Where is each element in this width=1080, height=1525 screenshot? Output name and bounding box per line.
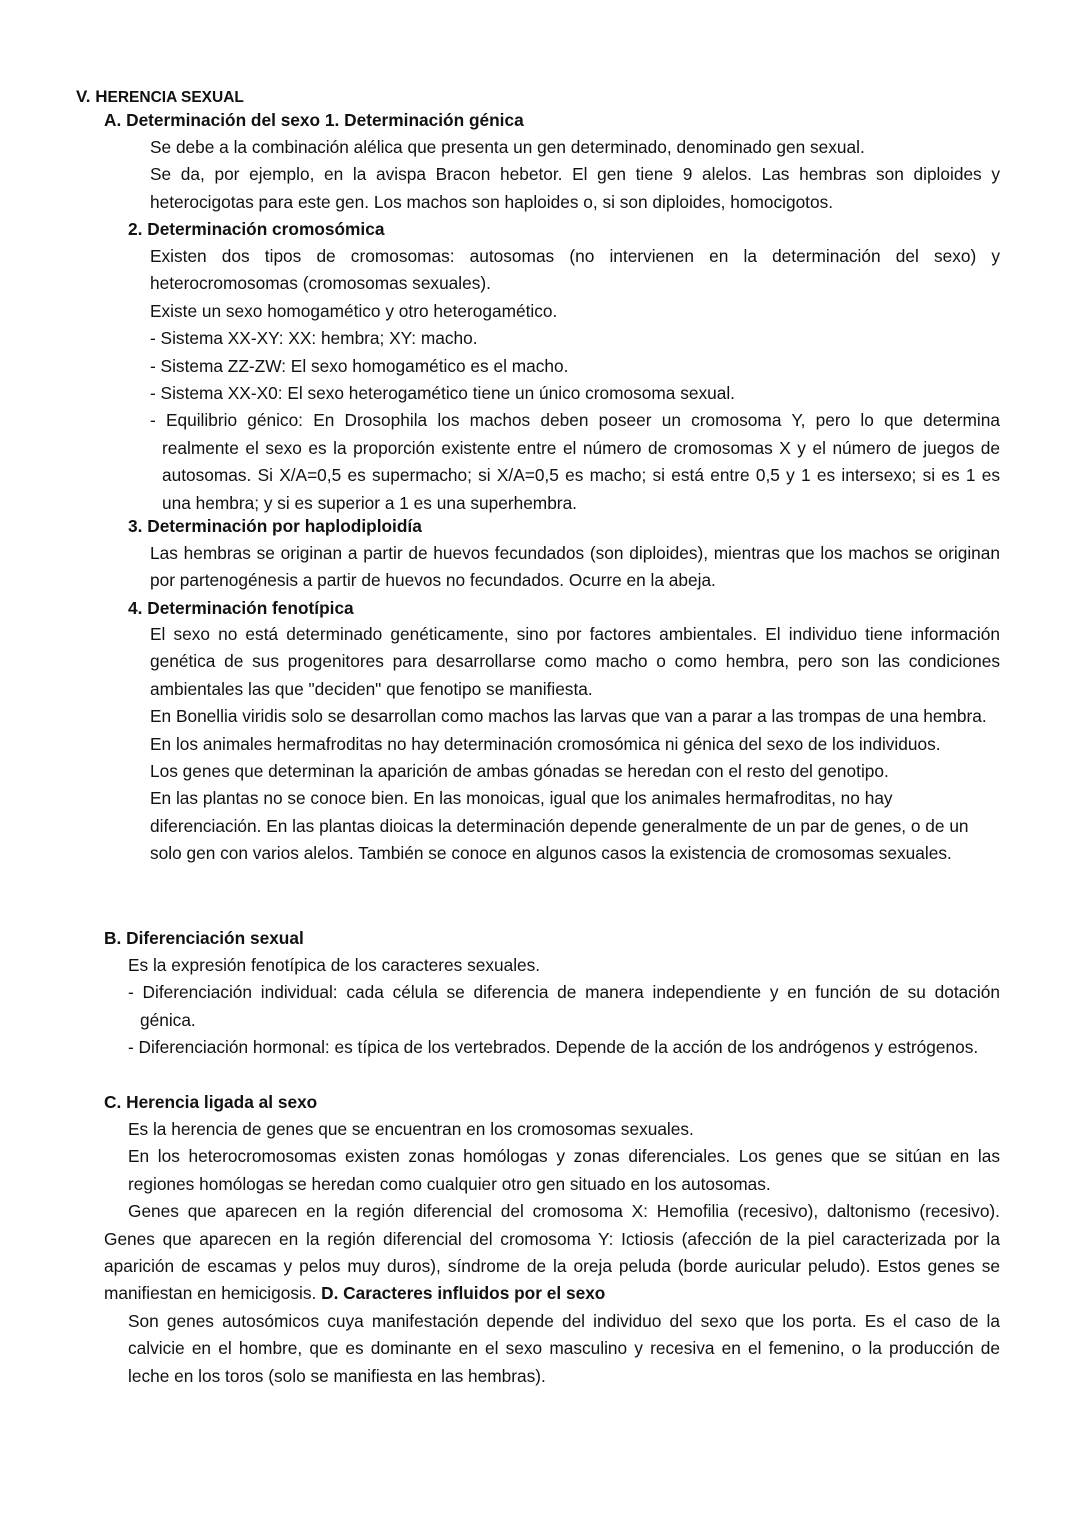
section-c-body (104, 1116, 1000, 1390)
paragraph: Las hembras se originan a partir de huevos fecundados (son diploides), mientras que los machos se originan por partenogénesis a partir de huevos no fecundados. Ocurre en la abeja. (150, 543, 1000, 591)
list-item: - Equilibrio génico: En Drosophila los machos deben poseer un cromosoma Y, pero lo que determina realmente el sexo es la proporción existente entre el número de cromosomas X y el número de juegos de autosomas. Si X/A=0,5 es supermacho; si X/A=0,5 es macho; si está entre 0,5 y 1 es intersexo; si es 1 es una hembra; y si es superior a 1 es una superhembra. (150, 410, 1000, 513)
paragraph: En los heterocromosomas existen zonas homólogas y zonas diferenciales. Los genes que se sitúan en las regiones homólogas se heredan como cualquier otro gen situado en los autosomas. (128, 1146, 1000, 1194)
heading-a4: 4. Determinación fenotípica (128, 598, 354, 618)
list-item: - Diferenciación individual: cada célula se diferencia de manera independiente y en función de su dotación génica. (128, 982, 1000, 1030)
list-item: - Sistema XX-XY: XX: hembra; XY: macho. (150, 328, 478, 349)
paragraph (104, 1198, 1000, 1308)
list-item: - Sistema ZZ-ZW: El sexo homogamético es el macho. (150, 355, 569, 376)
section-a3-body (150, 540, 1000, 595)
heading-a2: 2. Determinación cromosómica (128, 219, 385, 239)
paragraph: Existen dos tipos de cromosomas: autosomas (no intervienen en la determinación del sexo) y heterocromosomas (cromosomas sexuales). (150, 246, 1000, 294)
paragraph: Los genes que determinan la aparición de ambas gónadas se heredan con el resto del genotipo. (150, 761, 889, 782)
heading-a: A. Determinación del sexo 1. Determinación génica (104, 110, 524, 130)
paragraph: En los animales hermafroditas no hay determinación cromosómica ni génica del sexo de los individuos. (150, 733, 941, 754)
paragraph: En las plantas no se conoce bien. En las monoicas, igual que los animales hermafroditas, no hay diferenciación. En las plantas dioicas la determinación depende generalmente de un par de genes, o de un solo gen con varios alelos. También se conoce en algunos casos la existencia de cromosomas sexuales. (150, 788, 969, 864)
heading-d: D. Caracteres influidos por el sexo (321, 1283, 606, 1304)
section-a4-body (150, 621, 1000, 868)
paragraph: Es la herencia de genes que se encuentran en los cromosomas sexuales. (128, 1119, 694, 1139)
paragraph: En Bonellia viridis solo se desarrollan como machos las larvas que van a parar a las trompas de una hembra. (150, 706, 987, 727)
list-item: - Sistema XX-X0: El sexo heterogamético tiene un único cromosoma sexual. (150, 383, 735, 404)
heading-c: C. Herencia ligada al sexo (104, 1092, 318, 1112)
paragraph-text: Genes que aparecen en la región diferencial del cromosoma X: Hemofilia (recesivo), daltonismo (recesivo). Genes que aparecen en la región diferencial del cromosoma Y: Ictiosis (afección de la piel caracterizada por la aparición de escamas y pelos muy duros), síndrome de la oreja peluda (borde auricular peludo). Estos genes se manifiestan en hemicigosis. (104, 1201, 1000, 1304)
section-title: V. HERENCIA SEXUAL (76, 87, 244, 106)
paragraph: Es la expresión fenotípica de los caracteres sexuales. (128, 955, 541, 975)
section-a1-body (150, 134, 1000, 216)
section-b-body (128, 952, 1000, 1062)
heading-b: B. Diferenciación sexual (104, 928, 304, 948)
heading-a3: 3. Determinación por haplodiploidía (128, 516, 422, 536)
section-a2-body (150, 243, 1000, 517)
paragraph: Se debe a la combinación alélica que presenta un gen determinado, denominado gen sexual. (150, 137, 865, 157)
paragraph: Existe un sexo homogamético y otro heterogamético. (150, 300, 558, 321)
paragraph: Son genes autosómicos cuya manifestación depende del individuo del sexo que los porta. Es el caso de la calvicie en el hombre, que es dominante en el sexo masculino y recesiva en el femenino, o la producción de leche en los toros (solo se manifiesta en las hembras). (128, 1310, 1000, 1386)
paragraph: Se da, por ejemplo, en la avispa Bracon hebetor. El gen tiene 9 alelos. Las hembras son diploides y heterocigotas para este gen. Los machos son haploides o, si son diploides, homocigotos. (150, 164, 1000, 212)
list-item: - Diferenciación hormonal: es típica de los vertebrados. Depende de la acción de los andrógenos y estrógenos. (128, 1037, 979, 1058)
paragraph: El sexo no está determinado genéticamente, sino por factores ambientales. El individuo tiene información genética de sus progenitores para desarrollarse como macho o como hembra, pero son las condiciones ambientales las que "deciden" que fenotipo se manifiesta. (150, 624, 1000, 699)
